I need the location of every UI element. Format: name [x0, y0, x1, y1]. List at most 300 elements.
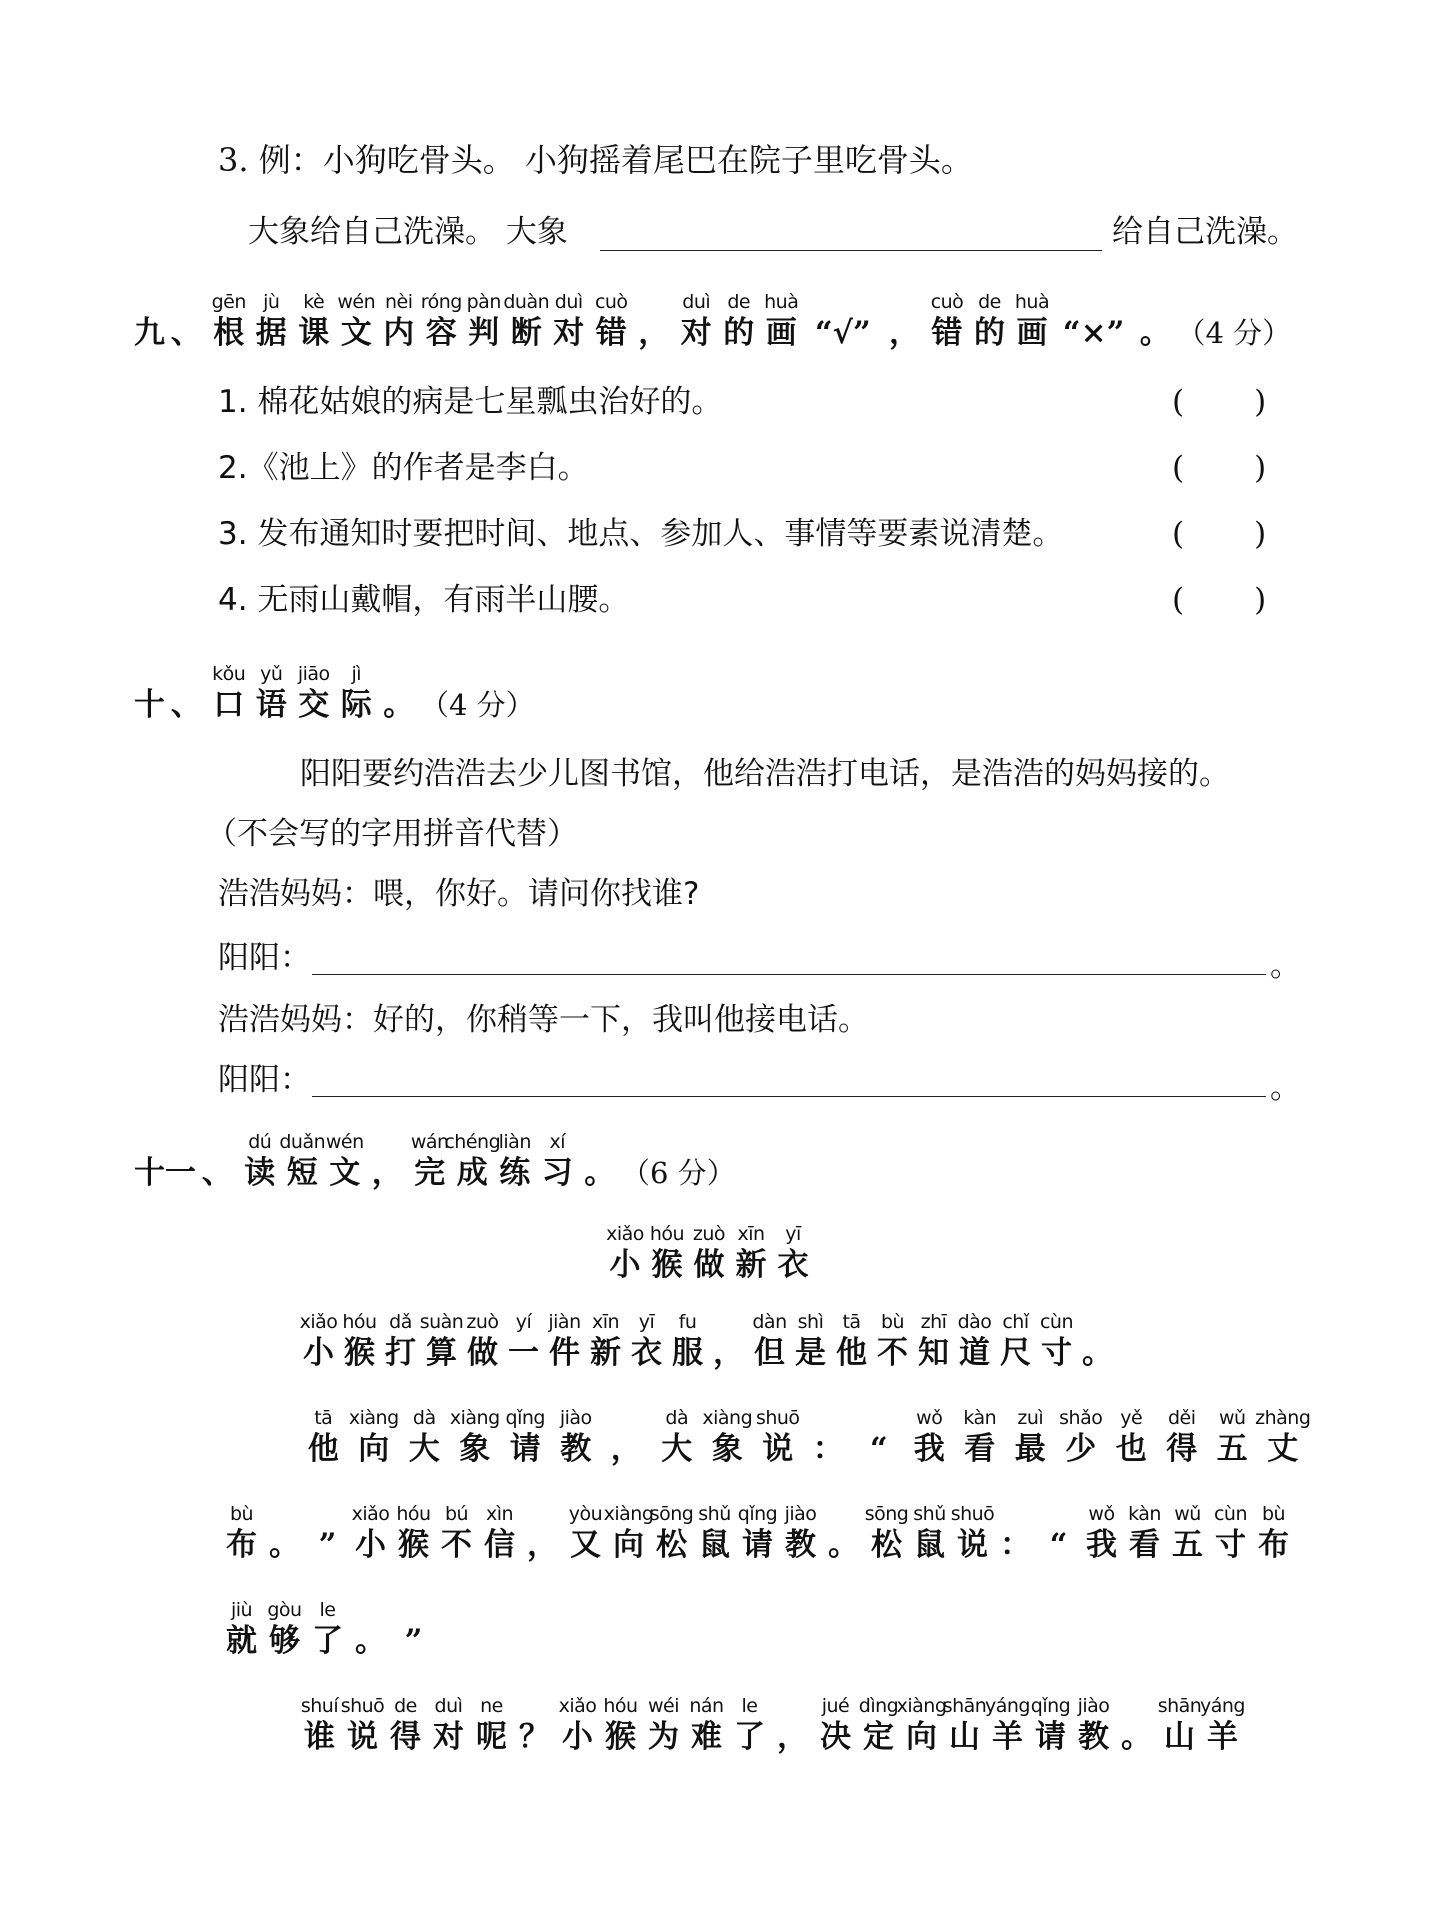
hanzi-unit — [603, 1502, 654, 1564]
pinyin: wǔ — [1174, 1503, 1201, 1525]
hanzi-unit — [650, 1502, 693, 1564]
hanzi: 小 — [562, 1719, 593, 1755]
pinyin: shān — [1157, 1695, 1202, 1717]
q8-answer-blank[interactable] — [600, 250, 1102, 251]
hanzi-unit — [324, 1130, 367, 1192]
pinyin: yě — [1120, 1407, 1143, 1429]
hanzi-unit — [995, 1310, 1036, 1372]
hanzi: 五 — [1172, 1527, 1203, 1563]
q9-number: 九 — [134, 315, 165, 351]
hanzi-unit — [435, 1502, 478, 1564]
hanzi: 也 — [1115, 1431, 1147, 1467]
pinyin: xiàng — [449, 1407, 500, 1429]
hanzi: 向 — [906, 1719, 937, 1755]
hanzi-unit — [779, 1502, 822, 1564]
hanzi: 错 — [595, 315, 627, 351]
pinyin: de — [978, 291, 1001, 313]
hanzi-unit — [208, 290, 251, 352]
hanzi: 交 — [298, 687, 330, 723]
hanzi: 得 — [390, 1719, 421, 1755]
hanzi-unit — [599, 1694, 642, 1756]
hanzi: 口 — [213, 687, 245, 723]
hanzi: 小 — [355, 1527, 386, 1563]
hanzi-unit — [1123, 1502, 1166, 1564]
hanzi: 了 — [312, 1623, 343, 1659]
pinyin: ne — [480, 1695, 503, 1717]
hanzi: 请 — [509, 1431, 541, 1467]
q10-score: （4 分） — [420, 688, 535, 722]
q10-end-mark-2: 。 — [1270, 1070, 1301, 1106]
pinyin: duàn — [503, 291, 550, 313]
pinyin: de — [394, 1695, 417, 1717]
pinyin: hóu — [649, 1223, 685, 1245]
hanzi-unit — [728, 1694, 771, 1756]
hanzi: “ — [869, 1431, 888, 1467]
hanzi: ， — [371, 1155, 403, 1191]
pinyin: gēn — [211, 291, 246, 313]
hanzi-unit — [1005, 1406, 1056, 1468]
story-paragraph-1 — [298, 1310, 1118, 1372]
hanzi: 。 — [1139, 315, 1171, 351]
hanzi-unit — [913, 1310, 954, 1372]
hanzi-unit — [420, 290, 463, 352]
hanzi: 说 — [347, 1719, 378, 1755]
hanzi: 寸 — [1041, 1335, 1072, 1371]
hanzi-unit — [955, 1406, 1006, 1468]
hanzi-unit — [968, 290, 1011, 352]
q10-answer-blank-1[interactable] — [312, 974, 1266, 975]
hanzi: 道 — [959, 1335, 990, 1371]
hanzi: 向 — [613, 1527, 644, 1563]
hanzi-unit — [1207, 1406, 1258, 1468]
q9-heading — [134, 290, 1291, 352]
pinyin: jiāo — [297, 663, 330, 685]
hanzi: 。 — [269, 1527, 300, 1563]
hanzi-unit — [854, 1406, 905, 1468]
hanzi-unit — [1056, 1406, 1107, 1468]
hanzi: 最 — [1014, 1431, 1046, 1467]
pinyin: wén — [337, 291, 376, 313]
hanzi: 寸 — [1215, 1527, 1246, 1563]
pinyin: dǎ — [389, 1311, 412, 1333]
hanzi-unit — [730, 1222, 772, 1284]
hanzi: 就 — [226, 1623, 257, 1659]
hanzi: ， — [610, 1431, 642, 1467]
hanzi-unit — [564, 1502, 607, 1564]
hanzi-unit — [298, 1406, 349, 1468]
hanzi: 据 — [255, 315, 287, 351]
pinyin: chǐ — [1002, 1311, 1029, 1333]
hanzi-unit — [335, 662, 378, 724]
hanzi-unit — [736, 1502, 779, 1564]
hanzi: ： — [812, 1431, 844, 1467]
hanzi-unit — [749, 1310, 790, 1372]
hanzi: 断 — [510, 315, 542, 351]
pinyin: yòu — [568, 1503, 603, 1525]
pinyin: shuō — [755, 1407, 800, 1429]
hanzi-unit — [196, 1130, 239, 1192]
pinyin: bù — [1261, 1503, 1286, 1525]
q10-answer-blank-2[interactable] — [312, 1096, 1266, 1097]
pinyin: qǐng — [1030, 1695, 1071, 1717]
hanzi-unit — [857, 1694, 900, 1756]
hanzi: 完 — [414, 1155, 446, 1191]
hanzi: 对 — [680, 315, 712, 351]
hanzi: 象 — [711, 1431, 743, 1467]
hanzi-unit — [505, 290, 548, 352]
pinyin: liàn — [498, 1131, 531, 1153]
pinyin: kè — [303, 291, 325, 313]
hanzi-unit — [349, 1502, 392, 1564]
pinyin: qǐng — [505, 1407, 545, 1429]
hanzi-unit — [1252, 1502, 1295, 1564]
hanzi-unit — [1036, 1310, 1077, 1372]
q8-prompt-left: 大象给自己洗澡。 大象 — [248, 214, 568, 250]
pinyin: dàn — [752, 1311, 787, 1333]
hanzi: 成 — [456, 1155, 488, 1191]
hanzi-unit — [601, 1406, 652, 1468]
hanzi-unit — [753, 1406, 804, 1468]
hanzi: 了 — [734, 1719, 765, 1755]
pinyin: shuō — [340, 1695, 385, 1717]
pinyin: yáng — [1200, 1695, 1245, 1717]
hanzi-unit — [1166, 1502, 1209, 1564]
pinyin: kàn — [1128, 1503, 1161, 1525]
hanzi: “ — [1049, 1527, 1068, 1563]
pinyin: cuò — [930, 291, 964, 313]
pinyin: zhàng — [1255, 1407, 1311, 1429]
hanzi: 新 — [735, 1247, 767, 1283]
hanzi-unit — [341, 1694, 384, 1756]
hanzi: 信 — [484, 1527, 515, 1563]
hanzi: ” — [404, 1623, 423, 1659]
pinyin: tā — [842, 1311, 861, 1333]
pinyin: xīn — [737, 1223, 765, 1245]
pinyin: wéi — [647, 1695, 679, 1717]
hanzi: 做 — [693, 1247, 725, 1283]
pinyin: duǎn — [279, 1131, 326, 1153]
hanzi: 又 — [570, 1527, 601, 1563]
hanzi: 、 — [201, 1155, 233, 1191]
hanzi-unit — [298, 1694, 341, 1756]
pinyin: kǒu — [212, 663, 246, 685]
pinyin: jiàn — [548, 1311, 581, 1333]
hanzi-unit — [718, 290, 761, 352]
hanzi: 向 — [358, 1431, 390, 1467]
hanzi: 大 — [408, 1431, 440, 1467]
hanzi-unit — [1209, 1502, 1252, 1564]
pinyin: cùn — [1039, 1311, 1074, 1333]
pinyin: duì — [554, 291, 583, 313]
pinyin: xiǎo — [606, 1223, 644, 1245]
hanzi: 象 — [459, 1431, 491, 1467]
pinyin: zuò — [692, 1223, 726, 1245]
pinyin: xiǎo — [558, 1695, 597, 1717]
hanzi: 的 — [974, 315, 1005, 351]
pinyin: bú — [444, 1503, 469, 1525]
pinyin: zuì — [1017, 1407, 1044, 1429]
pinyin: yǔ — [260, 663, 283, 685]
q11-heading — [134, 1130, 736, 1192]
hanzi-unit — [450, 1406, 501, 1468]
pinyin: shuí — [300, 1695, 339, 1717]
hanzi: 一 — [508, 1335, 539, 1371]
hanzi: 读 — [244, 1155, 276, 1191]
pinyin: tā — [314, 1407, 333, 1429]
pinyin: cùn — [1213, 1503, 1248, 1525]
hanzi-unit — [883, 290, 926, 352]
pinyin: dà — [412, 1407, 436, 1429]
pinyin: shǔ — [698, 1503, 731, 1525]
hanzi: 够 — [269, 1623, 300, 1659]
hanzi: 但 — [754, 1335, 785, 1371]
hanzi-unit — [1072, 1694, 1115, 1756]
hanzi: 说 — [957, 1527, 988, 1563]
hanzi-unit — [378, 290, 421, 352]
hanzi-unit — [427, 1694, 470, 1756]
pinyin: hóu — [396, 1503, 431, 1525]
pinyin: jiào — [1077, 1695, 1110, 1717]
hanzi: 算 — [426, 1335, 457, 1371]
pinyin: hóu — [603, 1695, 638, 1717]
pinyin: shì — [797, 1311, 824, 1333]
story-paragraph-2-line-3 — [220, 1598, 435, 1660]
hanzi-unit — [831, 1310, 872, 1372]
hanzi-unit — [551, 1406, 602, 1468]
hanzi: 我 — [913, 1431, 945, 1467]
pinyin: duì — [682, 291, 711, 313]
hanzi: 松 — [871, 1527, 902, 1563]
hanzi-unit — [702, 1406, 753, 1468]
q9-answer-box-2[interactable]: ( ) — [1172, 450, 1267, 486]
hanzi: 丈 — [1267, 1431, 1299, 1467]
hanzi-unit — [896, 1694, 947, 1756]
story-title — [604, 1222, 814, 1284]
hanzi-unit — [380, 1310, 421, 1372]
pinyin: huà — [764, 291, 799, 313]
hanzi: 鼠 — [914, 1527, 945, 1563]
hanzi: 。 — [584, 1155, 616, 1191]
hanzi: 定 — [863, 1719, 894, 1755]
hanzi-unit — [263, 1598, 306, 1660]
hanzi-unit — [165, 662, 208, 724]
q11-title — [196, 1130, 621, 1192]
pinyin: huà — [1014, 291, 1050, 313]
hanzi: 服 — [672, 1335, 703, 1371]
pinyin: suàn — [419, 1311, 464, 1333]
hanzi-unit — [421, 1310, 462, 1372]
pinyin: wán — [410, 1131, 449, 1153]
hanzi-unit — [220, 1598, 263, 1660]
pinyin: róng — [420, 291, 462, 313]
hanzi: 件 — [549, 1335, 580, 1371]
pinyin: le — [741, 1695, 758, 1717]
hanzi-unit — [633, 290, 676, 352]
hanzi: 练 — [499, 1155, 531, 1191]
hanzi: ， — [889, 315, 920, 351]
pinyin: dú — [248, 1131, 272, 1153]
hanzi-unit — [1115, 1694, 1158, 1756]
hanzi-unit — [220, 1502, 263, 1564]
q10-dialogue-mom-1: 浩浩妈妈：喂，你好。请问你找谁? — [218, 876, 700, 912]
hanzi-unit — [366, 1130, 409, 1192]
hanzi-unit — [298, 1310, 339, 1372]
hanzi: 得 — [1166, 1431, 1198, 1467]
hanzi: 猴 — [605, 1719, 636, 1755]
hanzi-unit — [667, 1310, 708, 1372]
hanzi-unit — [556, 1694, 599, 1756]
hanzi-unit — [675, 290, 718, 352]
hanzi: 看 — [964, 1431, 996, 1467]
q8-prompt-right: 给自己洗澡。 — [1112, 214, 1298, 250]
hanzi: 际 — [340, 687, 372, 723]
q9-answer-box-4[interactable]: ( ) — [1172, 582, 1267, 618]
hanzi: 。 — [1121, 1719, 1152, 1755]
hanzi: 语 — [255, 687, 287, 723]
hanzi-unit — [250, 662, 293, 724]
hanzi-unit — [1077, 1310, 1118, 1372]
hanzi: 说 — [762, 1431, 794, 1467]
story-paragraph-2-line-2 — [220, 1502, 1295, 1564]
hanzi: ？ — [519, 1719, 550, 1755]
hanzi-unit — [1053, 290, 1134, 352]
hanzi-unit — [293, 290, 336, 352]
hanzi-unit — [908, 1502, 951, 1564]
story-paragraph-3 — [298, 1694, 1244, 1756]
q10-title — [165, 662, 420, 724]
pinyin: dìng — [858, 1695, 899, 1717]
pinyin: duì — [434, 1695, 463, 1717]
hanzi-unit — [994, 1502, 1037, 1564]
hanzi: 为 — [648, 1719, 679, 1755]
hanzi-unit — [865, 1502, 908, 1564]
pinyin: nán — [689, 1695, 724, 1717]
hanzi-unit — [339, 1310, 380, 1372]
pinyin: shǎo — [1059, 1407, 1103, 1429]
hanzi: 画 — [765, 315, 797, 351]
hanzi-unit — [281, 1130, 324, 1192]
q10-note: （不会写的字用拼音代替） — [206, 816, 578, 852]
pinyin: de — [727, 291, 751, 313]
pinyin: jiào — [784, 1503, 817, 1525]
pinyin: xiàng — [702, 1407, 753, 1429]
hanzi: 教 — [785, 1527, 816, 1563]
hanzi: ” — [318, 1527, 337, 1563]
hanzi-unit — [604, 1222, 646, 1284]
hanzi: 文 — [340, 315, 372, 351]
hanzi-unit — [760, 290, 803, 352]
pinyin: cuò — [594, 291, 628, 313]
hanzi: 羊 — [1207, 1719, 1238, 1755]
hanzi-unit — [772, 1222, 814, 1284]
hanzi: 容 — [425, 315, 457, 351]
pinyin: xiàng — [603, 1503, 654, 1525]
hanzi-unit — [378, 662, 421, 724]
hanzi: 内 — [383, 315, 415, 351]
pinyin: yí — [515, 1311, 532, 1333]
pinyin: wǔ — [1218, 1407, 1246, 1429]
hanzi-unit — [1134, 290, 1177, 352]
hanzi-unit — [263, 1502, 306, 1564]
q9-item-1: 1. 棉花姑娘的病是七星瓢虫治好的。 — [218, 384, 723, 420]
hanzi: 小 — [609, 1247, 641, 1283]
hanzi-unit — [685, 1694, 728, 1756]
hanzi-unit — [986, 1694, 1029, 1756]
hanzi-unit — [544, 1310, 585, 1372]
pinyin: zuò — [466, 1311, 499, 1333]
pinyin: jiù — [230, 1599, 253, 1621]
hanzi: 课 — [298, 315, 330, 351]
hanzi: 布 — [226, 1527, 257, 1563]
hanzi: 少 — [1065, 1431, 1097, 1467]
pinyin: gòu — [267, 1599, 302, 1621]
hanzi-unit — [444, 1130, 501, 1192]
hanzi: ， — [713, 1335, 744, 1371]
q9-answer-box-3[interactable]: ( ) — [1172, 516, 1267, 552]
q9-answer-box-1[interactable]: ( ) — [1172, 384, 1267, 420]
hanzi: 小 — [303, 1335, 334, 1371]
hanzi: 。 — [828, 1527, 859, 1563]
hanzi: ， — [527, 1527, 558, 1563]
pinyin: shān — [942, 1695, 987, 1717]
hanzi-unit — [590, 290, 633, 352]
hanzi: 教 — [1078, 1719, 1109, 1755]
hanzi: 他 — [836, 1335, 867, 1371]
hanzi-unit — [771, 1694, 814, 1756]
hanzi-unit — [1029, 1694, 1072, 1756]
pinyin: yī — [785, 1223, 801, 1245]
hanzi-unit — [306, 1598, 349, 1660]
hanzi: 。 — [355, 1623, 386, 1659]
hanzi-unit — [579, 1130, 622, 1192]
hanzi: 做 — [467, 1335, 498, 1371]
hanzi: 对 — [433, 1719, 464, 1755]
pinyin: fu — [678, 1311, 697, 1333]
hanzi-unit — [803, 290, 884, 352]
pinyin: xiàng — [348, 1407, 399, 1429]
hanzi-unit — [494, 1130, 537, 1192]
hanzi-unit — [392, 1598, 435, 1660]
q11-number: 十一 — [134, 1155, 196, 1191]
pinyin: sōng — [864, 1503, 909, 1525]
hanzi-unit — [1255, 1406, 1311, 1468]
pinyin: kàn — [963, 1407, 997, 1429]
q10-heading — [134, 662, 535, 724]
hanzi-unit — [500, 1406, 551, 1468]
hanzi: 衣 — [631, 1335, 662, 1371]
hanzi-unit — [872, 1310, 913, 1372]
hanzi: 难 — [691, 1719, 722, 1755]
q10-dialogue-mom-2: 浩浩妈妈：好的，你稍等一下，我叫他接电话。 — [218, 1002, 869, 1038]
hanzi: ， — [638, 315, 670, 351]
hanzi-unit — [478, 1502, 521, 1564]
hanzi: 根 — [213, 315, 245, 351]
hanzi: 衣 — [777, 1247, 809, 1283]
pinyin: chéng — [444, 1131, 501, 1153]
hanzi-unit — [1157, 1406, 1208, 1468]
hanzi: 。 — [383, 687, 415, 723]
hanzi-unit — [250, 290, 293, 352]
pinyin: shǔ — [913, 1503, 946, 1525]
pinyin: yī — [638, 1311, 655, 1333]
hanzi-unit — [470, 1694, 513, 1756]
q10-intro: 阳阳要约浩浩去少儿图书馆，他给浩浩打电话，是浩浩的妈妈接的。 — [300, 756, 1230, 792]
hanzi-unit — [708, 1310, 749, 1372]
hanzi: 谁 — [304, 1719, 335, 1755]
hanzi: 、 — [170, 315, 202, 351]
hanzi-unit — [1011, 290, 1054, 352]
hanzi: 是 — [795, 1335, 826, 1371]
